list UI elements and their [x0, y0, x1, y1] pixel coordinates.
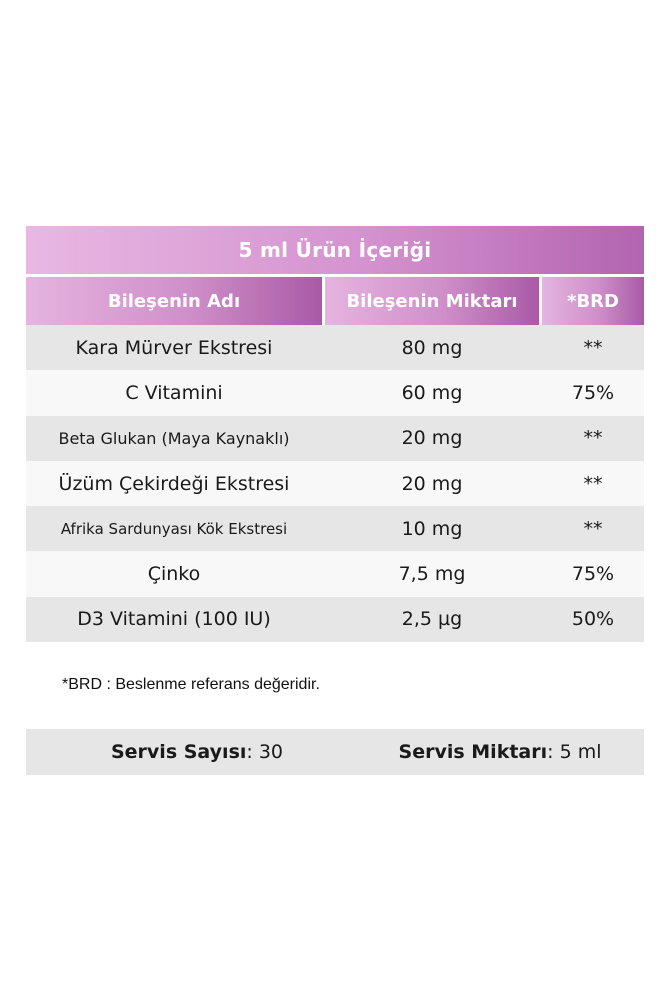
ingredient-amount: 7,5 mg: [398, 563, 466, 586]
ingredient-amount: 20 mg: [401, 472, 463, 495]
servis-count-value: : 30: [246, 741, 284, 763]
table-row: [26, 325, 644, 370]
ingredient-name: D3 Vitamini (100 IU): [77, 608, 271, 631]
ingredient-name: Beta Glukan (Maya Kaynaklı): [58, 428, 290, 448]
header-ingredient-name: Bileşenin Adı: [26, 277, 322, 325]
ingredient-brd: 75%: [571, 563, 615, 586]
ingredient-name: C Vitamini: [125, 381, 223, 404]
ingredient-amount: 80 mg: [401, 336, 463, 359]
ingredient-name: Kara Mürver Ekstresi: [75, 336, 273, 359]
table-row: [26, 461, 644, 506]
table-row: [26, 370, 644, 415]
table-row: [26, 506, 644, 551]
table-title: 5 ml Ürün İçeriği: [26, 226, 644, 274]
ingredient-amount: 60 mg: [401, 381, 463, 404]
header-brd: *BRD: [542, 277, 644, 325]
ingredient-amount: 10 mg: [401, 517, 463, 540]
table-row: [26, 597, 644, 642]
servis-amount: [356, 741, 644, 763]
ingredient-amount: 2,5 µg: [401, 608, 463, 631]
table-header-row: [26, 277, 644, 325]
ingredient-brd: **: [583, 336, 603, 359]
ingredient-brd: 50%: [571, 608, 615, 631]
table-row: [26, 551, 644, 596]
servis-count-label: Servis Sayısı: [110, 741, 247, 763]
ingredient-brd: **: [583, 472, 603, 495]
ingredient-brd: 75%: [571, 381, 615, 404]
header-ingredient-amount: Bileşenin Miktarı: [325, 277, 539, 325]
ingredient-brd: **: [583, 517, 603, 540]
ingredient-name: Afrika Sardunyası Kök Ekstresi: [60, 519, 288, 538]
servis-amount-value: : 5 ml: [547, 741, 602, 763]
ingredient-name: Çinko: [147, 563, 201, 586]
servis-count: [26, 741, 356, 763]
servis-bar: [26, 729, 644, 775]
brd-footnote: *BRD : Beslenme referans değeridir.: [62, 676, 320, 693]
servis-amount-label: Servis Miktarı: [398, 741, 548, 763]
ingredient-brd: **: [583, 427, 603, 450]
ingredient-amount: 20 mg: [401, 427, 463, 450]
nutrition-table: [26, 226, 644, 642]
ingredient-name: Üzüm Çekirdeği Ekstresi: [58, 472, 290, 495]
table-row: [26, 416, 644, 461]
